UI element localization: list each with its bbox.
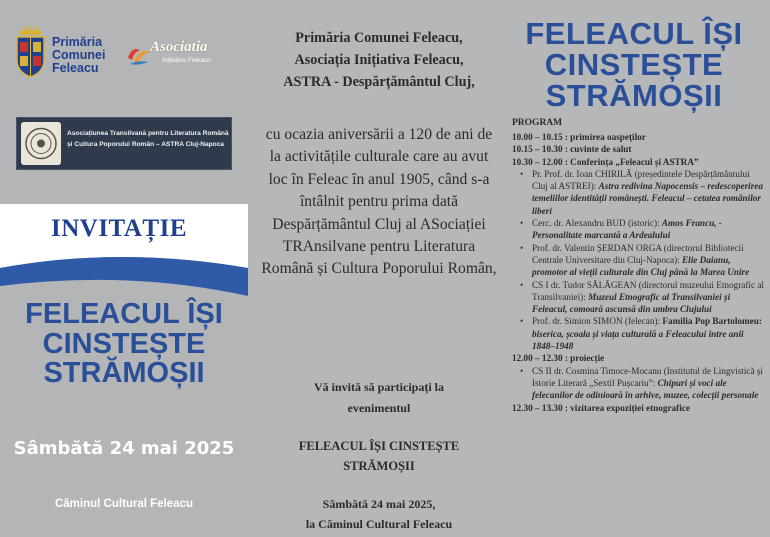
program-speaker — [517, 168, 764, 217]
program-row: 10.30 – 12.00 : Conferința „Feleacul și ASTRA” — [512, 156, 699, 167]
organizers: Primăria Comunei Feleacu, Asociația Inițiativa Feleacu, ASTRA - Despărțământul Cluj, — [283, 30, 475, 90]
event-date-left: Sâmbătă 24 mai 2025 — [13, 438, 235, 459]
association-logo-subtitle: Inițiativa Feleacu — [162, 57, 211, 64]
program-speaker — [517, 217, 764, 242]
association-logo-title: Asociatia — [150, 39, 208, 55]
talk-title: Muzeul Etnografic al Transilvaniei și Feleacul, comoară ascunsă din umbra Clujului — [532, 291, 731, 315]
program-row: 12.00 – 12.30 : proiecție — [512, 353, 605, 364]
coat-of-arms-icon — [14, 26, 47, 78]
talk-title: Familia Pop Bartolomeu: — [662, 316, 762, 327]
event-venue-left: Căminul Cultural Feleacu — [54, 498, 194, 510]
right-panel — [508, 0, 770, 537]
program-speaker — [517, 315, 764, 352]
talk-subtitle: biserica, școala și viața culturală a Feleacului între anii 1848–1948 — [532, 328, 744, 352]
program-speaker — [517, 242, 764, 279]
program-row: 12.30 – 13.30 : vizitarea expoziției etnografice — [512, 402, 690, 413]
speaker-name: Prof. dr. Valentin ȘERDAN ORGA (directorul Bibliotecii Centrale Universitare din Cluj-Napoca): — [532, 242, 744, 265]
event-heading-left: FELEACUL ÎȘI CINSTEȘTE STRĂMOȘII — [25, 298, 223, 389]
astra-seal-icon — [21, 122, 61, 165]
middle-panel — [252, 0, 506, 537]
invitation-title: INVITAȚIE — [50, 215, 188, 242]
association-logo — [126, 38, 246, 70]
talk-title: Amos Francu, - Personalitate marcantă a Ardealului — [532, 218, 722, 241]
event-heading-right: FELEACUL ÎȘI CINSTEȘTE STRĂMOȘII — [525, 16, 743, 113]
event-name-middle: FELEACUL ÎȘI CINSTEȘTE STRĂMOȘII — [298, 439, 460, 473]
speaker-name: CS II dr. Cosmina Timoce-Mocanu (Institutul de Lingvistică și Istorie Literară „Sextil Pușcariu”: — [532, 365, 763, 388]
occasion-text: cu ocazia aniversării a 120 de ani de la activitățile culturale care au avut loc în Feleac în anul 1905, când s-a întâlnit pentru prima dată Despărțământul Cluj al ASociației TRAnsilvane pentru Literatura Română și Cultura Poporului Român, — [261, 126, 497, 278]
invite-line: Vă invită să participați la evenimentul — [313, 380, 444, 415]
program-title: PROGRAM — [512, 118, 563, 128]
program-speaker — [517, 365, 764, 402]
astra-banner-text: Asociațiunea Transilvană pentru Literatura Română și Cultura Poporului Român – ASTRA Cluj-Napoca — [67, 130, 229, 148]
speaker-name: Pr. Prof. dr. Ioan CHIRILĂ (președintele Despărțământului Cluj al ASTREI): — [532, 168, 750, 192]
talk-title: Elie Daianu, promotor al vieții culturale din Cluj până la Marea Unire — [532, 254, 750, 278]
speaker-name: CS I dr. Tudor SĂLĂGEAN (directorul muzeului Etnografic al Transilvaniei): — [532, 279, 764, 302]
program-row: 10.00 – 10.15 : primirea oaspeților — [512, 132, 646, 142]
talk-title: Chipuri și voci ale felecanilor de odinioară în arhive, muzee, colecții personale — [532, 377, 759, 401]
date-venue-middle: Sâmbătă 24 mai 2025, la Căminul Cultural Feleacu — [305, 497, 453, 531]
association-flower-icon — [126, 42, 152, 66]
left-panel — [0, 0, 248, 537]
program-list — [512, 131, 764, 414]
astra-banner — [16, 117, 232, 170]
town-hall-logo-text: Primăria Comunei Feleacu — [52, 35, 106, 75]
program-row: 10.15 – 10.30 : cuvinte de salut — [512, 144, 632, 155]
program-speaker — [517, 279, 764, 316]
speaker-name: Prof. dr. Simion SIMON (felecan): — [532, 316, 663, 327]
talk-title: Astra redivina Napocensis – redescoperirea temeliilor identității românești. Feleacul – cetatea românilor liberi — [532, 181, 763, 216]
speaker-name: Cerc. dr. Alexandru BUD (istoric): — [532, 218, 662, 229]
